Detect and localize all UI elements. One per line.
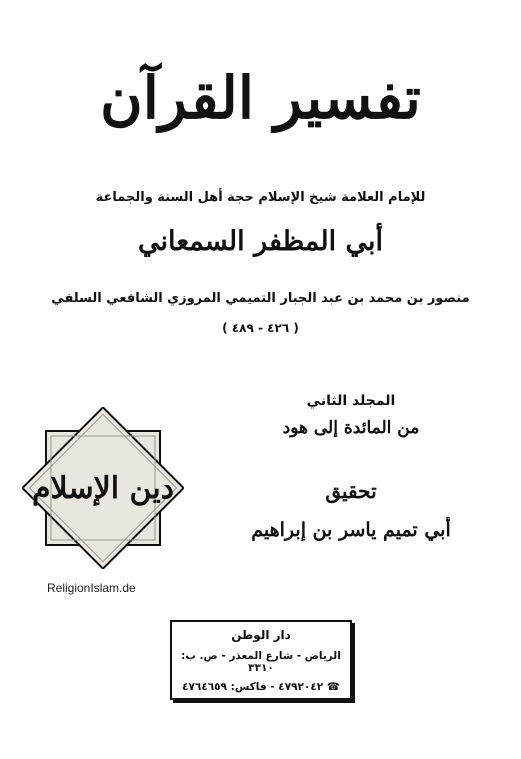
book-title: تفسير القرآن: [100, 64, 421, 132]
publisher-phone: ☎ ٤٧٩٢٠٤٢ - فاكس: ٤٧٦٤٦٥٩: [182, 681, 340, 693]
publisher-address: الرياض - شارع المعذر - ص. ب: ٣٣١٠: [181, 650, 341, 674]
logo-text: دين الإسلام: [31, 471, 175, 506]
volume-label: المجلد الثاني: [306, 393, 396, 409]
author-name: أبي المظفر السمعاني: [137, 226, 384, 257]
editor-name: أبي تميم ياسر بن إبراهيم: [251, 519, 451, 541]
author-dates-text: ( ٤٢٦ - ٤٨٩ ): [222, 321, 299, 335]
tahqiq-label: تحقيق: [325, 479, 377, 503]
publisher-name: دار الوطن: [231, 628, 291, 642]
author-full-name: منصور بن محمد بن عبد الجبار التميمي المروزي الشافعي السلفي: [51, 291, 470, 306]
author-honorific: للإمام العلامة شيخ الإسلام حجة أهل السنة والجماعة: [95, 190, 426, 205]
watermark-url: ReligionIslam.de: [47, 581, 136, 595]
religionislam-logo: [22, 407, 184, 569]
publisher-box: [170, 620, 352, 700]
author-dates: [0, 321, 521, 335]
volume-range: من المائدة إلى هود: [282, 418, 420, 438]
